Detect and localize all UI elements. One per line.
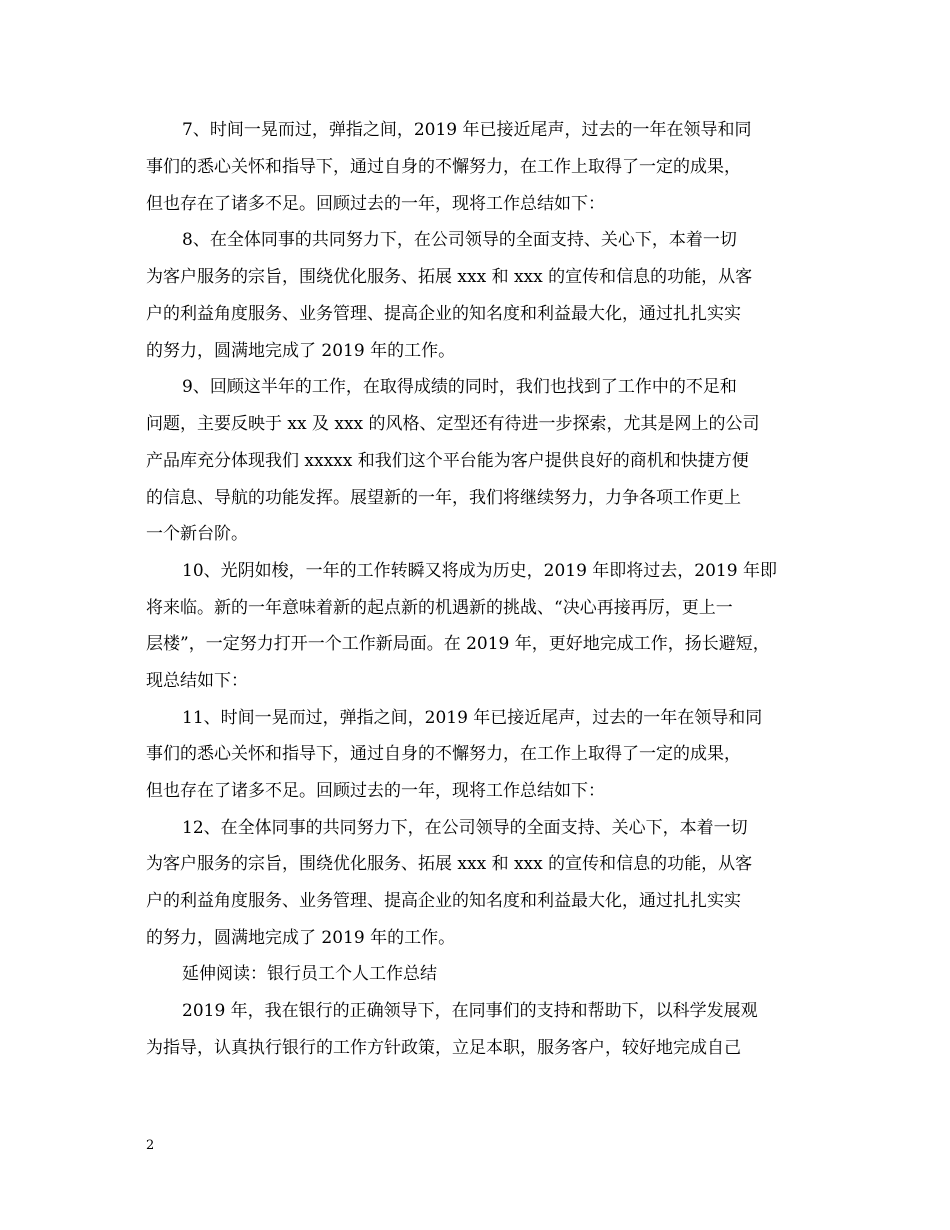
paragraph-9-line-1: 9、回顾这半年的工作，在取得成绩的同时，我们也找到了工作中的不足和: [182, 377, 737, 397]
bank-summary-line-1: 2019 年，我在银行的正确领导下，在同事们的支持和帮助下，以科学发展观: [182, 1001, 758, 1021]
paragraph-7-line-2: 事们的悉心关怀和指导下，通过自身的不懈努力，在工作上取得了一定的成果，: [146, 157, 741, 177]
paragraph-8-line-4: 的努力，圆满地完成了 2019 年的工作。: [146, 341, 456, 361]
paragraph-9-line-5: 一个新台阶。: [146, 524, 248, 544]
extended-reading-heading: 延伸阅读：银行员工个人工作总结: [182, 964, 437, 984]
paragraph-10-line-4: 现总结如下：: [146, 671, 248, 691]
paragraph-12-line-3: 户的利益角度服务、业务管理、提高企业的知名度和利益最大化，通过扎扎实实: [146, 891, 741, 911]
paragraph-9-line-2: 问题，主要反映于 xx 及 xxx 的风格、定型还有待进一步探索，尤其是网上的公司: [146, 414, 760, 434]
paragraph-12-line-1: 12、在全体同事的共同努力下，在公司领导的全面支持、关心下，本着一切: [182, 818, 748, 838]
bank-summary-line-2: 为指导，认真执行银行的工作方针政策，立足本职，服务客户，较好地完成自己: [146, 1038, 741, 1058]
paragraph-11-line-2: 事们的悉心关怀和指导下，通过自身的不懈努力，在工作上取得了一定的成果，: [146, 744, 741, 764]
paragraph-9-line-3: 产品库充分体现我们 xxxxx 和我们这个平台能为客户提供良好的商机和快捷方便: [146, 451, 749, 471]
paragraph-10-line-3: 层楼”，一定努力打开一个工作新局面。在 2019 年，更好地完成工作，扬长避短，: [146, 634, 770, 654]
paragraph-9-line-4: 的信息、导航的功能发挥。展望新的一年，我们将继续努力，力争各项工作更上: [146, 488, 741, 508]
paragraph-8-line-3: 户的利益角度服务、业务管理、提高企业的知名度和利益最大化，通过扎扎实实: [146, 304, 741, 324]
page-number: 2: [146, 1138, 155, 1153]
paragraph-7-line-3: 但也存在了诸多不足。回顾过去的一年，现将工作总结如下：: [146, 194, 605, 214]
paragraph-8-line-1: 8、在全体同事的共同努力下，在公司领导的全面支持、关心下，本着一切: [182, 230, 737, 250]
paragraph-12-line-4: 的努力，圆满地完成了 2019 年的工作。: [146, 928, 456, 948]
paragraph-8-line-2: 为客户服务的宗旨，围绕优化服务、拓展 xxx 和 xxx 的宣传和信息的功能，从客: [146, 267, 753, 287]
paragraph-11-line-1: 11、时间一晃而过，弹指之间，2019 年已接近尾声，过去的一年在领导和同: [182, 708, 763, 728]
paragraph-10-line-1: 10、光阴如梭，一年的工作转瞬又将成为历史，2019 年即将过去，2019 年即: [182, 561, 777, 581]
paragraph-11-line-3: 但也存在了诸多不足。回顾过去的一年，现将工作总结如下：: [146, 781, 605, 801]
paragraph-10-line-2: 将来临。新的一年意味着新的起点新的机遇新的挑战、“决心再接再厉，更上一: [146, 598, 733, 618]
paragraph-12-line-2: 为客户服务的宗旨，围绕优化服务、拓展 xxx 和 xxx 的宣传和信息的功能，从客: [146, 854, 753, 874]
paragraph-7-line-1: 7、时间一晃而过，弹指之间，2019 年已接近尾声，过去的一年在领导和同: [182, 120, 752, 140]
